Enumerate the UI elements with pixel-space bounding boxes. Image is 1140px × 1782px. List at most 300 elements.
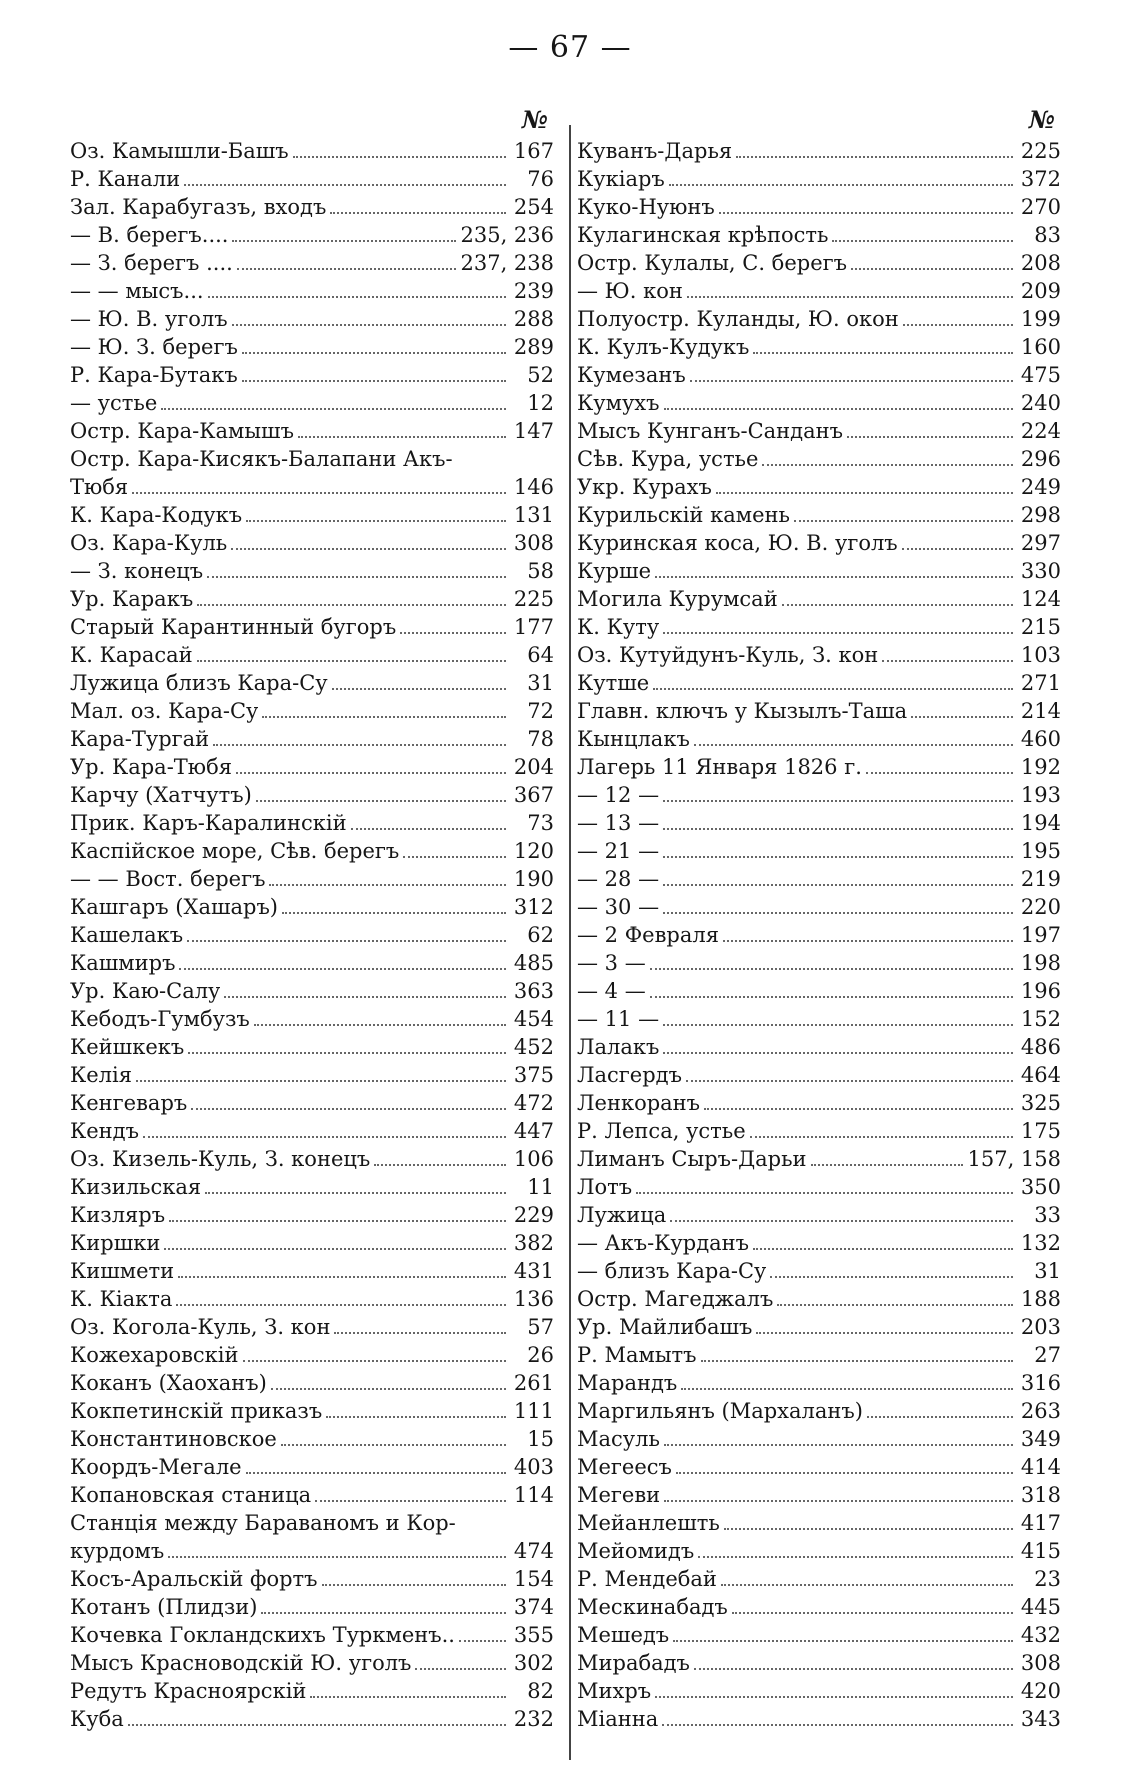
index-entry [70,193,554,221]
entry-name: Котанъ (Плидзи) [70,1595,258,1619]
entry-name: Редутъ Краснoярскій [70,1679,307,1703]
number-header: № [521,105,548,134]
index-entry [70,165,554,193]
index-entry [577,1397,1061,1425]
leader-dots [261,1594,506,1614]
index-entry [577,1425,1061,1453]
entry-name: Тюбя [70,475,129,499]
leader-dots [271,1370,506,1390]
entry-name: курдомъ [70,1539,165,1563]
index-entry [577,1565,1061,1593]
leader-dots [719,194,1013,214]
entry-name: Мегеесъ [577,1455,672,1479]
index-entry [70,1341,554,1369]
index-entry [70,641,554,669]
index-entry [577,977,1061,1005]
entry-name: Укр. Курахъ [577,475,712,499]
index-entry [70,781,554,809]
entry-name: Р. Канали [70,167,181,191]
entry-number: 64 [527,643,554,667]
leader-dots [351,810,506,830]
entry-name: Мейанлешть [577,1511,720,1535]
leader-dots [184,166,506,186]
index-entry [70,1285,554,1313]
index-entry [577,697,1061,725]
leader-dots [205,1174,506,1194]
entry-name: Кара-Тургай [70,727,210,751]
leader-dots [750,1118,1013,1138]
entry-number: 289 [513,335,554,359]
entry-number: 192 [1020,755,1061,779]
entry-number: 325 [1020,1091,1061,1115]
entry-name: Кулагинская крѣпость [577,223,829,247]
index-entry [577,1593,1061,1621]
entry-number: 199 [1020,307,1061,331]
index-entry [70,893,554,921]
index-entry [70,949,554,977]
index-entry [577,1705,1061,1733]
index-entry [70,1537,554,1565]
leader-dots [851,250,1013,270]
leader-dots [164,1230,506,1250]
leader-dots [753,334,1013,354]
leader-dots [178,1258,506,1278]
entry-number: 196 [1020,979,1061,1003]
page-number: — 67 — [508,30,632,65]
leader-dots [322,1566,506,1586]
entry-name: Мейомидъ [577,1539,695,1563]
entry-name: — З. конецъ [70,559,204,583]
entry-number: 452 [513,1035,554,1059]
leader-dots [655,1678,1013,1698]
entry-name: Старый Карантинный бугоръ [70,615,397,639]
index-entry [577,193,1061,221]
leader-dots [161,390,506,410]
entry-name: Кожехаровскій [70,1343,239,1367]
entry-number: 132 [1020,1231,1061,1255]
entry-number: 486 [1020,1035,1061,1059]
leader-dots [197,642,506,662]
index-entry [70,1257,554,1285]
index-entry [70,837,554,865]
entry-number: 23 [1034,1567,1061,1591]
leader-dots [770,1258,1013,1278]
leader-dots [701,1342,1013,1362]
leader-dots [232,222,456,242]
index-entry [70,1509,554,1537]
entry-number: 460 [1020,727,1061,751]
leader-dots [736,138,1013,158]
entry-name: Кашгаръ (Хашаръ) [70,895,279,919]
index-entry [577,1145,1061,1173]
leader-dots [330,194,506,214]
index-entry [577,305,1061,333]
index-entry [70,1229,554,1257]
entry-number: 382 [513,1231,554,1255]
leader-dots [254,1006,506,1026]
leader-dots [176,1286,506,1306]
leader-dots [687,278,1013,298]
leader-dots [298,418,506,438]
index-entry [70,697,554,725]
leader-dots [902,530,1013,550]
leader-dots [723,922,1013,942]
entry-name: Кумухъ [577,391,660,415]
leader-dots [636,1174,1013,1194]
entry-number: 349 [1020,1427,1061,1451]
entry-number: 219 [1020,867,1061,891]
index-entry [577,361,1061,389]
index-entry [577,781,1061,809]
entry-name: Мысъ Кунганъ-Санданъ [577,419,843,443]
entry-number: 111 [513,1399,554,1423]
right-entries [577,137,1061,1733]
entry-name: К. Кулъ-Кудукъ [577,335,750,359]
leader-dots [724,1510,1013,1530]
entry-number: 114 [513,1483,554,1507]
index-entry [577,445,1061,473]
leader-dots [777,1286,1013,1306]
entry-name: Кишмети [70,1259,175,1283]
index-entry [577,137,1061,165]
entry-number: 261 [513,1371,554,1395]
entry-number: 131 [513,503,554,527]
entry-name: Лиманъ Сыръ-Дарьи [577,1147,807,1171]
leader-dots [310,1678,506,1698]
leader-dots [704,1090,1013,1110]
entry-number: 297 [1020,531,1061,555]
leader-dots [232,306,506,326]
index-entry [577,725,1061,753]
entry-name: Мирабадъ [577,1651,690,1675]
entry-name: Ур. Каю-Салу [70,979,221,1003]
leader-dots [191,1090,506,1110]
leader-dots [168,1538,506,1558]
index-entry [70,669,554,697]
entry-name: Оз. Кизель-Куль, З. конецъ [70,1147,371,1171]
entry-name: Куринская коса, Ю. В. уголъ [577,531,898,555]
index-entry [70,445,554,473]
entry-number: 52 [527,363,554,387]
leader-dots [243,1342,506,1362]
entry-number: 343 [1020,1707,1061,1731]
entry-name: Міанна [577,1707,659,1731]
entry-name: — Ю. В. уголъ [70,307,228,331]
entry-name: К. Куту [577,615,660,639]
leader-dots [374,1146,506,1166]
entry-name: Сѣв. Кура, устье [577,447,759,471]
entry-name: Кочевка Гокландскихъ Туркменъ.. [70,1623,455,1647]
entry-number: 31 [527,671,554,695]
leader-dots [403,838,506,858]
entry-name: Оз. Камышли-Башъ [70,139,289,163]
index-column-left [70,103,554,1733]
index-entry [70,501,554,529]
entry-name: Келія [70,1063,132,1087]
column-divider [569,125,571,1760]
entry-number: 298 [1020,503,1061,527]
entry-name: Коканъ (Хаоханъ) [70,1371,267,1395]
index-entry [577,753,1061,781]
index-entry [70,1173,554,1201]
entry-number: 372 [1020,167,1061,191]
index-entry [70,1117,554,1145]
index-entry [70,1033,554,1061]
entry-name: Курильскій камень [577,503,790,527]
entry-name: Лужица [577,1203,667,1227]
entry-name: Копановская станица [70,1483,312,1507]
entry-number: 26 [527,1343,554,1367]
index-entry [70,221,554,249]
leader-dots [415,1650,506,1670]
entry-name: Остр. Кара-Камышъ [70,419,294,443]
entry-name: Станція между Бараваномъ и Кор- [70,1511,456,1535]
entry-number: 318 [1020,1483,1061,1507]
leader-dots [208,278,506,298]
entry-name: Константиновское [70,1427,277,1451]
entry-number: 103 [1020,643,1061,667]
index-entry [70,753,554,781]
index-entry [577,417,1061,445]
entry-number: 232 [513,1707,554,1731]
index-entry [70,277,554,305]
leader-dots [694,726,1013,746]
entry-name: Каспійское море, Сѣв. берегъ [70,839,400,863]
entry-name: Марандъ [577,1371,678,1395]
entry-number: 146 [513,475,554,499]
leader-dots [188,1034,506,1054]
leader-dots [262,698,506,718]
index-entry [70,1425,554,1453]
leader-dots [334,1314,506,1334]
leader-dots [670,1202,1013,1222]
index-entry [577,865,1061,893]
entry-number: 355 [513,1623,554,1647]
entry-name: — Ю. кон [577,279,683,303]
leader-dots [231,530,506,550]
index-entry [577,1257,1061,1285]
entry-name: — 13 — [577,811,660,835]
entry-number: 254 [513,195,554,219]
entry-number: 11 [527,1175,554,1199]
leader-dots [179,950,506,970]
entry-name: К. Карасай [70,643,193,667]
entry-name: Главн. ключъ у Кызылъ-Таша [577,699,908,723]
index-entry [577,1089,1061,1117]
index-entry [70,1005,554,1033]
leader-dots [650,978,1013,998]
entry-number: 190 [513,867,554,891]
entry-name: Прик. Каръ-Каралинскій [70,811,347,835]
index-entry [577,585,1061,613]
entry-name: Оз. Когола-Куль, З. кон [70,1315,331,1339]
index-entry [577,1621,1061,1649]
leader-dots [315,1482,506,1502]
index-entry [577,669,1061,697]
index-entry [70,1397,554,1425]
entry-name: Остр. Кара-Кисякъ-Балапани Акъ- [70,447,453,471]
leader-dots [281,1426,506,1446]
index-entry [577,389,1061,417]
entry-name: Ласгердъ [577,1063,682,1087]
entry-name: К. Кара-Кодукъ [70,503,243,527]
entry-number: 485 [513,951,554,975]
leader-dots [663,838,1013,858]
entry-name: К. Кіакта [70,1287,173,1311]
entry-number: 188 [1020,1287,1061,1311]
entry-number: 215 [1020,615,1061,639]
leader-dots [663,1006,1013,1026]
index-entry [70,1649,554,1677]
index-entry [577,473,1061,501]
entry-name: Куба [70,1707,124,1731]
entry-name: Лалакъ [577,1035,660,1059]
entry-number: 229 [513,1203,554,1227]
index-entry [577,1313,1061,1341]
entry-number: 177 [513,615,554,639]
entry-name: Кутше [577,671,650,695]
entry-number: 403 [513,1455,554,1479]
entry-name: Оз. Кутуйдунъ-Куль, З. кон [577,643,879,667]
entry-name: Кейшкекъ [70,1035,185,1059]
index-entry [70,613,554,641]
index-entry [577,1509,1061,1537]
entry-number: 249 [1020,475,1061,499]
entry-number: 367 [513,783,554,807]
index-entry [577,809,1061,837]
entry-number: 445 [1020,1595,1061,1619]
leader-dots [690,362,1013,382]
leader-dots [732,1594,1013,1614]
leader-dots [256,782,506,802]
entry-number: 58 [527,559,554,583]
entry-name: — Ю. З. берегъ [70,335,238,359]
index-entry [577,1005,1061,1033]
index-entry [70,1481,554,1509]
index-entry [70,333,554,361]
index-entry [577,1173,1061,1201]
entry-number: 33 [1034,1203,1061,1227]
entry-name: Р. Мендебай [577,1567,717,1591]
entry-number: 27 [1034,1343,1061,1367]
leader-dots [237,250,457,270]
entry-name: — 4 — [577,979,646,1003]
index-entry [577,1341,1061,1369]
entry-name: Мешедъ [577,1623,670,1647]
entry-number: 204 [513,755,554,779]
index-entry [70,1369,554,1397]
entry-number: 330 [1020,559,1061,583]
leader-dots [128,1706,506,1726]
entry-number: 308 [513,531,554,555]
entry-name: Ур. Кара-Тюбя [70,755,232,779]
index-entry [577,557,1061,585]
entry-number: 432 [1020,1623,1061,1647]
entry-number: 154 [513,1567,554,1591]
entry-number: 124 [1020,587,1061,611]
entry-number: 209 [1020,279,1061,303]
entry-number: 475 [1020,363,1061,387]
entry-name: Ур. Майлибашъ [577,1315,753,1339]
index-entry [70,1677,554,1705]
index-entry [70,137,554,165]
entry-number: 308 [1020,1651,1061,1675]
entry-number: 363 [513,979,554,1003]
entry-number: 197 [1020,923,1061,947]
entry-name: Кашмиръ [70,951,176,975]
index-entry [70,977,554,1005]
entry-name: — устье [70,391,158,415]
entry-number: 237, 238 [460,251,554,275]
index-entry [70,809,554,837]
index-entry [70,1201,554,1229]
leader-dots [698,1538,1013,1558]
index-entry [577,277,1061,305]
entry-number: 12 [527,391,554,415]
leader-dots [911,698,1013,718]
index-entry [70,1621,554,1649]
leader-dots [694,1650,1013,1670]
entry-name: Куко-Нуюнъ [577,195,715,219]
entry-number: 194 [1020,811,1061,835]
entry-name: Косъ-Аральскій фортъ [70,1567,318,1591]
entry-number: 474 [513,1539,554,1563]
leader-dots [459,1622,506,1642]
entry-name: Мысъ Красноводскій Ю. уголъ [70,1651,412,1675]
index-entry [577,1201,1061,1229]
entry-name: Куванъ-Дарья [577,139,733,163]
leader-dots [664,390,1013,410]
entry-name: Р. Лепса, устье [577,1119,746,1143]
entry-number: 147 [513,419,554,443]
leader-dots [207,558,506,578]
entry-name: Кынцлакъ [577,727,690,751]
entry-number: 375 [513,1063,554,1087]
entry-name: Кукіаръ [577,167,665,191]
index-entry [70,361,554,389]
entry-number: 235, 236 [460,223,554,247]
leader-dots [293,138,506,158]
entry-number: 220 [1020,895,1061,919]
number-header: № [1028,105,1055,134]
entry-name: Зал. Карабугазъ, входъ [70,195,327,219]
leader-dots [663,614,1013,634]
entry-name: Кенгеваръ [70,1091,188,1115]
entry-name: Мескинабадъ [577,1595,728,1619]
leader-dots [664,1482,1013,1502]
index-entry [577,1285,1061,1313]
leader-dots [282,894,506,914]
entry-number: 198 [1020,951,1061,975]
leader-dots [832,222,1013,242]
entry-number: 417 [1020,1511,1061,1535]
leader-dots [753,1230,1013,1250]
leader-dots [143,1118,506,1138]
index-entry [577,1061,1061,1089]
leader-dots [794,502,1013,522]
entry-name: Р. Кара-Бутакъ [70,363,238,387]
entry-number: 15 [527,1427,554,1451]
leader-dots [782,586,1013,606]
index-entry [70,865,554,893]
leader-dots [662,1706,1013,1726]
index-entry [70,305,554,333]
entry-number: 167 [513,139,554,163]
entry-number: 316 [1020,1371,1061,1395]
entry-name: — 3 — [577,951,646,975]
leader-dots [866,754,1013,774]
entry-name: Ленкоранъ [577,1091,701,1115]
